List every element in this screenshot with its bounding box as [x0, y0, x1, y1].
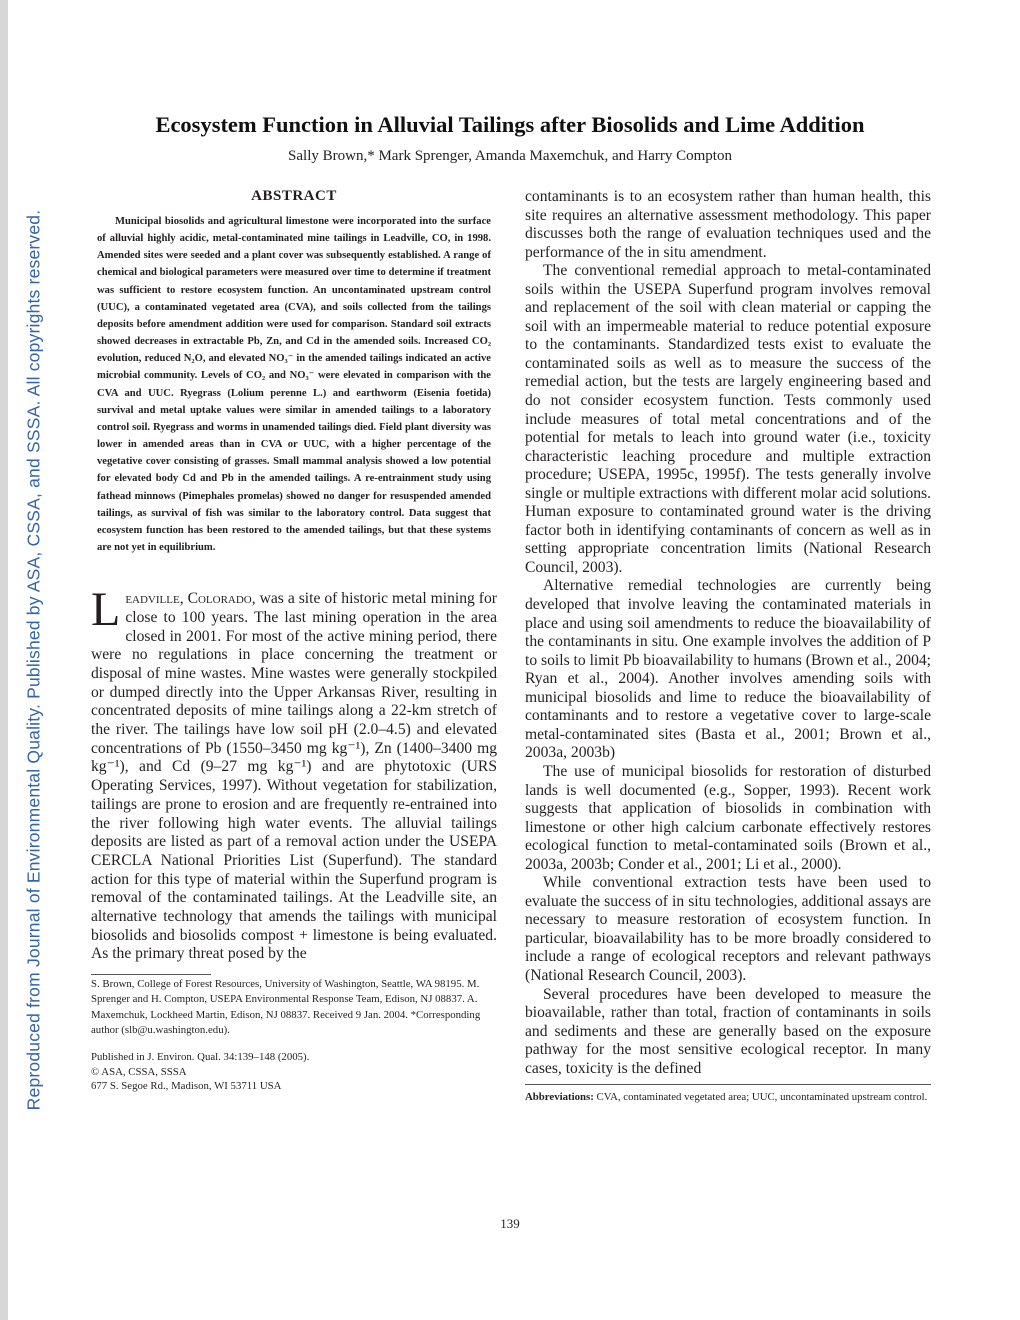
intro-place: eadville, Colorado,	[125, 590, 256, 608]
footnote-rule	[91, 974, 211, 975]
paragraph: The conventional remedial approach to metal-contaminated soils within the USEPA Superfund program involves removal and replacement of the soil with clean material or capping the soil with an impermeable material to reduce potential exposure to the contaminants. Standardized tests exist to evaluate the contaminated soils as well as to measure the success of the remedial action, but the tests are largely engineering based and do not consider ecosystem function. Tests commonly used include measures of total metal concentrations and of the potential for metals to leach into ground water (i.e., toxicity characteristic leaching procedure and multiple extraction procedure; USEPA, 1995c, 1995f). The tests generally involve single or multiple extractions with different molar acid solutions. Human exposure to contaminated ground water is the driving factor both in identifying contaminants of concern as well as in setting appropriate concentration limits (National Research Council, 2003).	[525, 262, 931, 576]
copyright: © ASA, CSSA, SSSA	[91, 1065, 187, 1078]
paragraph: The use of municipal biosolids for restoration of disturbed lands is well documented (e.g., Sopper, 1993). Recent work suggests that application of biosolids in combination with limestone or other high calcium carbonate effectively restores ecological function to metal-contaminated soils (Brown et al., 2003a, 2003b; Conder et al., 2001; Li et al., 2000).	[525, 762, 931, 873]
right-body	[525, 188, 931, 1078]
paragraph: Alternative remedial technologies are currently being developed that involve leaving the contaminated materials in place and using soil amendments to reduce the bioavailability of the contaminants in situ. One example involves the addition of P to soils to limit Pb bioavailability to humans (Brown et al., 2004; Ryan et al., 2004). Another involves amending soils with municipal biosolids and lime to reduce the bioavailability of contaminants and to restore a vegetative cover to large-scale metal-contaminated sites (Basta et al., 2001; Brown et al., 2003a, 2003b)	[525, 577, 931, 762]
left-column	[91, 188, 497, 1094]
drop-cap: L	[91, 583, 121, 637]
abbreviations-label: Abbreviations:	[525, 1091, 594, 1104]
paragraph: Several procedures have been developed to measure the bioavailable, rather than total, fraction of contaminants in soils and sediments and these are generally based on the exposure pathway for the most sensitive ecological receptor. In many cases, toxicity is the defined	[525, 985, 931, 1077]
page-number: 139	[500, 1216, 520, 1231]
publisher-address: 677 S. Segoe Rd., Madison, WI 53711 USA	[91, 1080, 282, 1092]
publication-citation: Published in J. Environ. Qual. 34:139–148 (2005).	[91, 1051, 310, 1063]
sidebar-strip	[0, 0, 8, 1320]
publication-info	[91, 1050, 497, 1094]
abbreviations-text: CVA, contaminated vegetated area; UUC, uncontaminated upstream control.	[593, 1091, 928, 1104]
intro-body: was a site of historic metal mining for close to 100 years. The last mining operation in the area closed in 2001. For most of the active mining period, there were no regulations in place concerning the treatment or disposal of mine wastes. Mine wastes were generally stockpiled or dumped directly into the Upper Arkansas River, resulting in concentrated deposits of mine tailings along a 22-km stretch of the river. The tailings have low soil pH (2.0–4.5) and elevated concentrations of Pb (1550–3450 mg kg⁻¹), Zn (1400–3400 mg kg⁻¹), and Cd (9–27 mg kg⁻¹) and are phytotoxic (URS Operating Services, 1997). Without vegetation for stabilization, tailings are prone to erosion and are frequently re-entrained into the river following high water events. The alluvial tailings deposits are listed as part of a removal action under the USEPA CERCLA National Priorities List (Superfund). The standard action for this type of material within the Superfund program is removal of the contaminated tailings. At the Leadville site, an alternative technology that amends the tailings with municipal biosolids and biosolids compost + limestone is being evaluated. As the primary threat posed by the	[91, 590, 497, 963]
reproduction-note: Reproduced from Journal of Environmental Quality. Published by ASA, CSSA, and SSSA. All copyrights reserved.	[23, 209, 44, 1111]
author-list: Sally Brown,* Mark Sprenger, Amanda Maxemchuk, and Harry Compton	[288, 148, 732, 164]
abbreviations	[525, 1090, 931, 1105]
sidebar	[0, 0, 62, 1320]
paragraph: contaminants is to an ecosystem rather than human health, this site requires an alternative assessment methodology. This paper discusses both the range of evaluation techniques used and the performance of the in situ amendment.	[525, 188, 931, 261]
abstract-body: Municipal biosolids and agricultural limestone were incorporated into the surface of alluvial highly acidic, metal-contaminated mine tailings in Leadville, CO, in 1998. Amended sites were seeded and a plant cover was subsequently established. A range of chemical and biological parameters were measured over time to determine if treatment was sufficient to restore ecosystem function. An uncontaminated upstream control (UUC), a contaminated vegetated area (CVA), and soils collected from the tailings deposits before amendment addition were used for comparison. Standard soil extracts showed decreases in extractable Pb, Zn, and Cd in the amended soils. Increased CO₂ evolution, reduced N₂O, and elevated NO₃⁻ in the amended tailings indicated an active microbial community. Levels of CO₂ and NO₃⁻ were elevated in comparison with the CVA and UUC. Ryegrass (Lolium perenne L.) and earthworm (Eisenia foetida) survival and metal uptake values were similar in amended tailings to a laboratory control soil. Ryegrass and worms in unamended tailings died. Field plant diversity was lower in amended areas than in CVA or UUC, with a higher percentage of the vegetative cover consisting of grasses. Small mammal analysis showed a low potential for elevated body Cd and Pb in the amended tailings. A re-entrainment study using fathead minnows (Pimephales promelas) showed no danger for resuspended amended tailings, as survival of fish was similar to the laboratory control. Data suggest that ecosystem function has been restored to the amended tailings, but that these systems are not yet in equilibrium.	[97, 216, 491, 553]
right-column	[525, 188, 931, 1105]
abstract-heading: ABSTRACT	[251, 188, 337, 204]
paper-title: Ecosystem Function in Alluvial Tailings after Biosolids and Lime Addition	[155, 112, 865, 137]
introduction	[91, 583, 497, 964]
abbreviations-rule	[525, 1084, 931, 1085]
paragraph: While conventional extraction tests have been used to evaluate the success of in situ technologies, additional assays are necessary to measure restoration of ecosystem function. In particular, bioavailability has to be more broadly considered to include a range of ecological receptors and relevant pathways (National Research Council, 2003).	[525, 874, 931, 984]
author-affiliation: S. Brown, College of Forest Resources, University of Washington, Seattle, WA 98195. M. Sprenger and H. Compton, USEPA Environmental Response Team, Edison, NJ 08837. A. Maxemchuk, Lockheed Martin, Edison, NJ 08837. Received 9 Jan. 2004. *Corresponding author (slb@u.washington.edu).	[91, 978, 481, 1036]
